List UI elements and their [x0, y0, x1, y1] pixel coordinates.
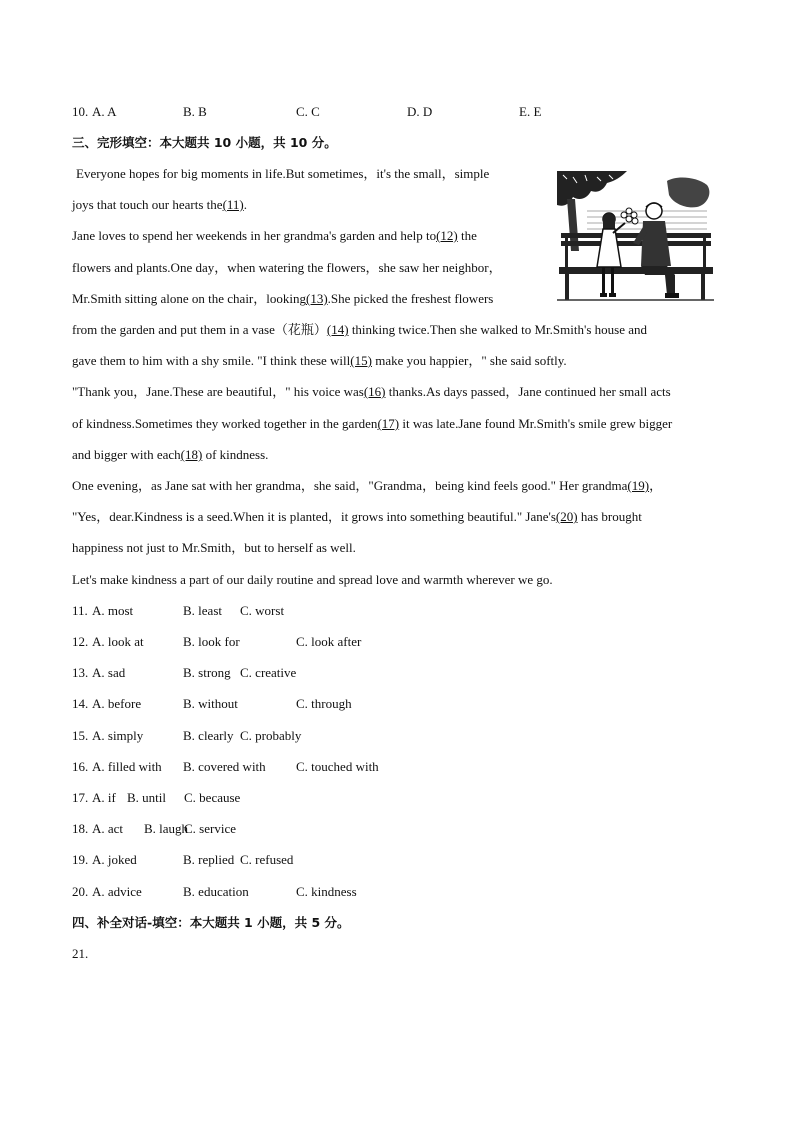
blank-16: (16) [363, 384, 386, 399]
passage-line: flowers and plants.One day，when watering the flowers，she saw her neighbor， [72, 260, 502, 275]
blank-14: (14) [326, 322, 349, 337]
question-row: 15. A. simply B. clearly C. probably [72, 728, 302, 743]
passage-line: Let's make kindness a part of our daily routine and spread love and warmth wherever we go. [72, 572, 553, 587]
blank-17: (17) [377, 416, 400, 431]
passage-line: from the garden and put them in a vase（花瓶）(14) thinking twice.Then she walked to Mr.Smith's house and [72, 322, 647, 337]
question-row: 18. A. act B. laugh C. service [72, 821, 236, 836]
question-row: 17. A. if B. until C. because [72, 790, 241, 805]
question-row: 12. A. look at B. look for C. look after [72, 634, 362, 649]
option-b: B. B [183, 104, 207, 119]
passage-line: Jane loves to spend her weekends in her grandma's garden and help to(12) the [72, 228, 477, 243]
blank-13: (13) [305, 291, 328, 306]
section-3-title: 三、完形填空：本大题共 10 小题，共 10 分。 [72, 135, 337, 150]
section-4-title: 四、补全对话-填空：本大题共 1 小题，共 5 分。 [72, 915, 350, 930]
girl-giving-flowers-illustration [557, 171, 714, 303]
question-row: 11. A. most B. least C. worst [72, 603, 285, 618]
passage-line: "Thank you，Jane.These are beautiful，" his voice was(16) thanks.As days passed，Jane continued her small acts [72, 384, 671, 399]
blank-15: (15) [350, 353, 372, 368]
blank-12: (12) [436, 228, 458, 243]
blank-19: (19) [627, 478, 650, 493]
question-number: 10. [72, 104, 89, 119]
question-row: 20. A. advice B. education C. kindness [72, 884, 357, 899]
passage-line: gave them to him with a shy smile. "I think these will(15) make you happier，" she said softly. [72, 353, 567, 368]
blank-11: (11) [222, 197, 244, 212]
passage-line: of kindness.Sometimes they worked together in the garden(17) it was late.Jane found Mr.Smith's smile grew bigger [72, 416, 673, 431]
passage-line: Everyone hopes for big moments in life.But sometimes，it's the small，simple [76, 166, 490, 181]
passage-line: happiness not just to Mr.Smith，but to herself as well. [72, 540, 356, 555]
question-21: 21. [72, 946, 89, 961]
question-row: 19. A. joked B. replied C. refused [72, 852, 294, 867]
blank-20: (20) [555, 509, 578, 524]
passage-line: "Yes，dear.Kindness is a seed.When it is planted，it grows into something beautiful." Jane's(20) has brought [72, 509, 642, 524]
option-a: A. A [92, 104, 117, 119]
passage-line: One evening，as Jane sat with her grandma，she said，"Grandma，being kind feels good." Her grandma(19)， [72, 478, 663, 493]
question-row: 14. A. before B. without C. through [72, 696, 352, 711]
question-row: 13. A. sad B. strong C. creative [72, 665, 297, 680]
question-10 [72, 104, 542, 120]
option-d: D. D [407, 104, 433, 119]
passage-line: Mr.Smith sitting alone on the chair，looking(13).She picked the freshest flowers [72, 291, 494, 306]
option-c: C. C [296, 104, 320, 119]
passage-line: joys that touch our hearts the(11). [72, 197, 247, 212]
passage-line: and bigger with each(18) of kindness. [72, 447, 269, 462]
question-row: 16. A. filled with B. covered with C. touched with [72, 759, 379, 774]
option-e: E. E [519, 104, 542, 119]
blank-18: (18) [180, 447, 203, 462]
